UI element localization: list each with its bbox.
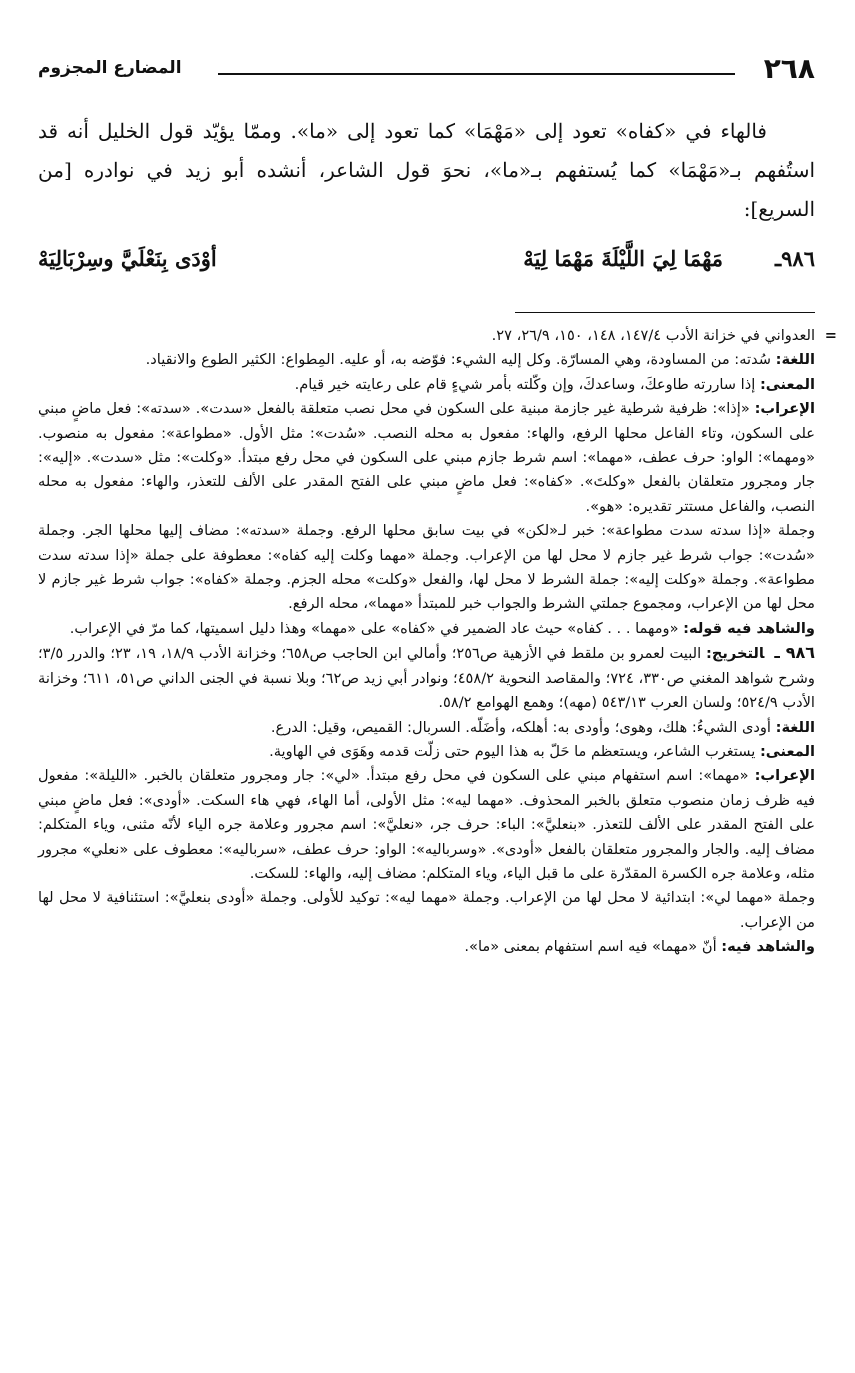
body-line-3: نوادره [من السريع]: <box>38 158 815 221</box>
note-lexicon <box>38 348 815 372</box>
note-lexicon <box>38 716 815 740</box>
note-number: ٩٨٦ ـ <box>774 643 815 663</box>
note-text: إذا ساررته طاوعكَ، وساعدكَ، وإن وكّلته بأمر شيءٍ قام على رعايته خير قيام. <box>294 375 760 393</box>
note-text: وجملة «إذا سدته سدت مطواعة»: خبر لـ«لكن» في بيت سابق محلها الرفع. وجملة «سدته»: مضاف إليها محلها الجر. وجملة «سُدت»: جواب شرط غير جازم لا محل لها من الإعراب. وجملة «مهما وكلت إليه كفاه»: معطوفة على جملة «إذا سدته سدت مطواعة». وجملة «وكلت إليه»: جملة الشرط لا محل لها، والفعل «وكلت» محله الجزم. وجملة «كفاه»: جواب شرط غير جازم لا محل لها من الإعراب، ومجموع جملتي الشرط والجواب خبر للمبتدأ «مهما»، محله الرفع. <box>38 522 815 613</box>
note-text: «مهما»: اسم استفهام مبني على السكون في محل رفع مبتدأ. «لي»: جار ومجرور متعلقان بالخبر. «الليلة»: مفعول فيه ظرف زمان منصوب متعلق بالخبر المحذوف. «مهما ليه»: مثل الأولى، أما الهاء، فهي هاء السكت. «أودى»: فعل ماضٍ مبني على الفتح المقدر على الألف للتعذر. «بنعليَّ»: الباء: حرف جر، «نعليَّ»: اسم مجرور وعلامة جره الياء لأنّه مثنى، وياء المتكلم: مضاف إليه. والجار والمجرور متعلقان بالفعل «أودى». «وسرباليه»: الواو: حرف عطف، «سرباليه»: معطوف على «نعلي» مجرور مثله، وعلامة جره الكسرة المقدّرة على ما قبل الياء، وياء المتكلم: مضاف إليه، والهاء: للسكت. <box>38 767 815 882</box>
note-source-text: العدواني في خزانة الأدب ١٤٧/٤، ١٤٨، ١٥٠، ٢٦/٩، ٢٧. <box>491 327 815 344</box>
verse-hemistich-first: مَهْمَا لِيَ اللَّيْلَةَ مَهْمَا لِيَهْ <box>523 246 723 271</box>
note-label: التخريج: <box>706 645 765 663</box>
body-paragraph <box>38 112 815 229</box>
note-clauses <box>38 519 815 617</box>
note-text: يستغرب الشاعر، ويستعظم ما حَلّ به هذا اليوم حتى زلّت قدمه وهَوَى في الهاوية. <box>269 742 760 760</box>
body-line-2: أنه قد استُفهم بـ«مَهْمَا» كما يُستفهم بـ«ما»، نحوَ قول الشاعر، أنشده أبو زيد في <box>38 119 816 182</box>
note-text: سُدته: من المساودة، وهي المسارّة. وكل إليه الشيء: فوّضه به، أو عليه. المِطواع: الكثير الطوع والانقياد. <box>145 351 776 369</box>
header-rule <box>218 73 735 75</box>
note-text: وجملة «مهما لي»: ابتدائية لا محل لها من الإعراب. وجملة «مهما ليه»: توكيد للأولى. وجملة «أودى بنعليَّ»: استئنافية لا محل لها من الإعراب. <box>38 889 815 931</box>
note-evidence <box>38 617 815 641</box>
note-text: «ومهما . . . كفاه» حيث عاد الضمير في «كفاه» على «مهما» وهذا دليل اسميتها، كما مرّ في الإعراب. <box>69 619 684 637</box>
note-label: والشاهد فيه: <box>721 938 815 956</box>
verse-line <box>38 244 815 284</box>
note-clauses <box>38 886 815 935</box>
note-label: المعنى: <box>759 375 815 393</box>
note-attribution <box>38 641 815 715</box>
verse-hemistich-second: أوْدَى بِنَعْلَيَّ وسِرْبَالِيَهْ <box>38 246 217 271</box>
note-meaning <box>38 740 815 764</box>
note-text: البيت لعمرو بن ملقط في الأزهية ص٢٥٦؛ وأمالي ابن الحاجب ص٦٥٨؛ وخزانة الأدب ١٨/٩، ١٩، ٢٣؛ والدرر ٣/٥؛ وشرح شواهد المغني ص٣٣٠، ٧٢٤؛ والمقاصد النحوية ٤٥٨/٢؛ ونوادر أبي زيد ص٦٢؛ وبلا نسبة في الجنى الداني ص٥١، ٦١١؛ وخزانة الأدب ٥٢٤/٩؛ ولسان العرب ٥٤٣/١٣ (مهه)؛ وهمع الهوامع ٥٨/٢. <box>38 645 815 712</box>
note-text: أودى الشيءُ: هلك، وهوى؛ وأودى به: أهلكه، وأضَلّه. السربال: القميص، وقيل: الدرع. <box>270 718 776 736</box>
page-header <box>38 52 815 86</box>
note-label: المعنى: <box>759 742 815 760</box>
verse-number: ٩٨٦ـ <box>775 246 815 271</box>
running-title: المضارع المجزوم <box>38 58 182 78</box>
note-label: والشاهد فيه قوله: <box>683 619 815 637</box>
note-continuation <box>38 324 837 348</box>
main-text <box>38 112 815 229</box>
footnote-separator <box>515 312 815 313</box>
body-line-1: فالهاء في «كفاه» تعود إلى «مَهْمَا» كما تعود إلى «ما». وممّا يؤيّد قول الخليل <box>97 119 767 143</box>
note-label: اللغة: <box>775 351 815 369</box>
note-text: «إذا»: ظرفية شرطية غير جازمة مبنية على السكون في محل نصب متعلقة بالفعل «سدت». «سدته»: فعل ماضٍ مبني على السكون، وتاء الفاعل محلها الرفع، والهاء: مفعول به محله النصب. «سُدت»: مثل الأول. «مطواعة»: مفعول به منصوب. «ومهما»: الواو: حرف عطف، «مهما»: اسم شرط جازم مبني على السكون في محل رفع مبتدأ. «وكلت»: مثل «سدت». «إليه»: جار ومجرور متعلقان بالفعل «وكلتَ». «كفاه»: فعل ماضٍ مبني على الفتح المقدر على الألف للتعذر، والهاء: مفعول به محله النصب، والفاعل مستتر تقديره: «هو». <box>38 400 815 515</box>
note-text: أنّ «مهما» فيه اسم استفهام بمعنى «ما». <box>464 938 722 956</box>
note-parsing <box>38 397 815 519</box>
note-label: اللغة: <box>775 718 815 736</box>
page-number: ٢٦٨ <box>763 52 815 85</box>
note-meaning <box>38 373 815 397</box>
note-label: الإعراب: <box>754 767 815 785</box>
continuation-mark: = <box>824 327 837 344</box>
note-parsing <box>38 764 815 886</box>
footnotes <box>38 324 837 960</box>
note-evidence <box>38 935 815 959</box>
note-label: الإعراب: <box>754 400 815 418</box>
